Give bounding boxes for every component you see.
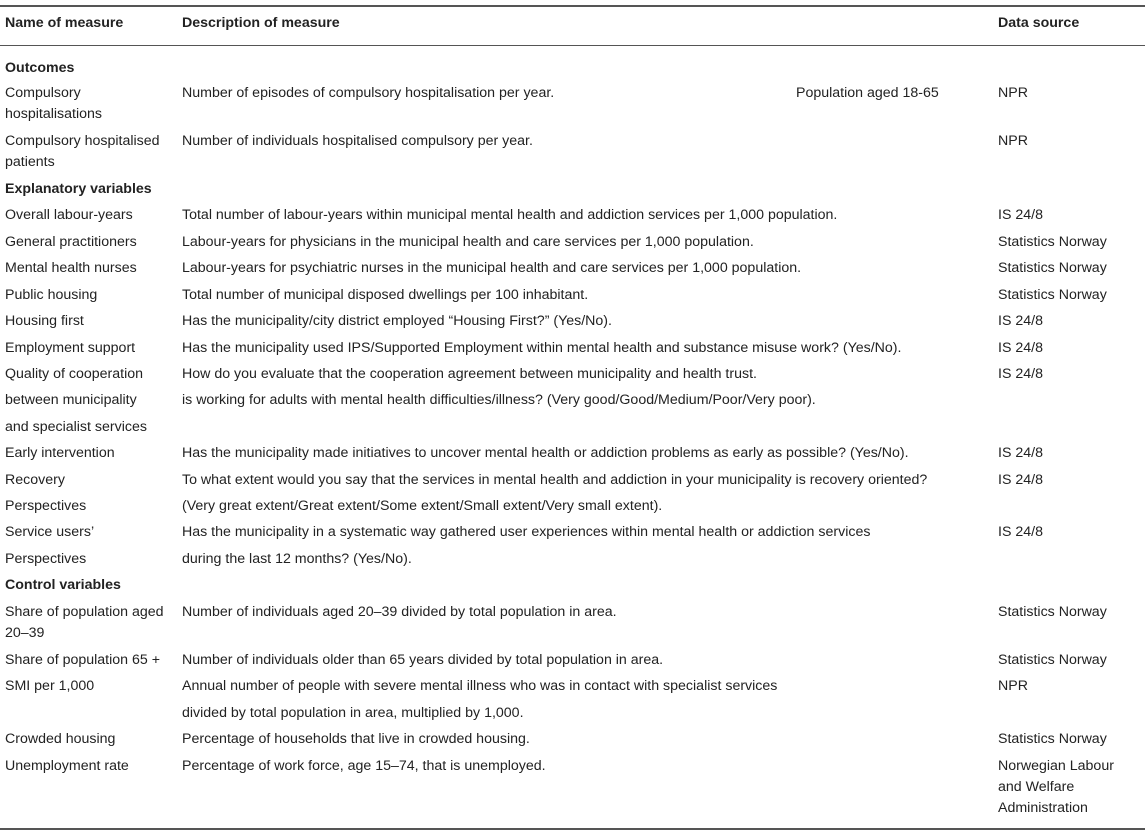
column-header-name: Name of measure — [5, 15, 124, 31]
data-source: IS 24/8 — [998, 472, 1043, 488]
measure-name: Early intervention — [5, 445, 115, 461]
data-source: Statistics Norway — [998, 234, 1107, 250]
measure-description: (Very great extent/Great extent/Some extent/Small extent/Very small extent). — [182, 498, 663, 514]
measure-name: SMI per 1,000 — [5, 678, 95, 694]
measure-description: Total number of labour-years within municipal mental health and addiction services per 1,000 population. — [182, 207, 838, 223]
section-control: Control variables — [5, 577, 121, 593]
measure-name: Quality of cooperation — [5, 366, 144, 382]
data-source: IS 24/8 — [998, 313, 1043, 329]
measure-description: during the last 12 months? (Yes/No). — [182, 551, 412, 567]
table-top-rule — [0, 5, 1145, 7]
measure-name: General practitioners — [5, 234, 137, 250]
data-source: and Welfare — [998, 779, 1075, 795]
measure-name: 20–39 — [5, 625, 45, 641]
header-rule — [0, 45, 1145, 46]
data-source: Administration — [998, 800, 1088, 816]
data-source: IS 24/8 — [998, 340, 1043, 356]
measure-description: Has the municipality made initiatives to uncover mental health or addiction problems as early as possible? (Yes/No). — [182, 445, 909, 461]
measure-description: Number of episodes of compulsory hospitalisation per year. — [182, 85, 555, 101]
data-source: IS 24/8 — [998, 366, 1043, 382]
data-source: Statistics Norway — [998, 652, 1107, 668]
data-source: Statistics Norway — [998, 604, 1107, 620]
table-bottom-rule — [0, 828, 1145, 830]
measure-description: To what extent would you say that the services in mental health and addiction in your municipality is recovery oriented? — [182, 472, 928, 488]
measure-name: Mental health nurses — [5, 260, 137, 276]
measure-name: Compulsory — [5, 85, 81, 101]
measure-name: Perspectives — [5, 498, 87, 514]
population-note: Population aged 18-65 — [796, 85, 939, 101]
measure-description: Labour-years for physicians in the municipal health and care services per 1,000 population. — [182, 234, 754, 250]
measure-name: Perspectives — [5, 551, 87, 567]
measure-name: Recovery — [5, 472, 65, 488]
measure-name: Compulsory hospitalised — [5, 133, 160, 149]
measure-description: Has the municipality used IPS/Supported Employment within mental health and substance misuse work? (Yes/No). — [182, 340, 902, 356]
measure-name: Share of population aged — [5, 604, 164, 620]
data-source: IS 24/8 — [998, 445, 1043, 461]
measure-description: Number of individuals older than 65 years divided by total population in area. — [182, 652, 664, 668]
data-source: NPR — [998, 85, 1028, 101]
column-header-source: Data source — [998, 15, 1080, 31]
measure-name: Public housing — [5, 287, 98, 303]
measure-name: Unemployment rate — [5, 758, 129, 774]
measure-name: between municipality — [5, 392, 137, 408]
data-source: NPR — [998, 678, 1028, 694]
measure-description: Number of individuals hospitalised compulsory per year. — [182, 133, 533, 149]
measure-description: Has the municipality/city district employed “Housing First?” (Yes/No). — [182, 313, 612, 329]
measure-description: How do you evaluate that the cooperation agreement between municipality and health trust. — [182, 366, 757, 382]
measure-description: Has the municipality in a systematic way gathered user experiences within mental health or addiction services — [182, 524, 871, 540]
measure-description: is working for adults with mental health difficulties/illness? (Very good/Good/Medium/Poor/Very poor). — [182, 392, 816, 408]
measure-description: Percentage of work force, age 15–74, that is unemployed. — [182, 758, 546, 774]
measure-name: Crowded housing — [5, 731, 116, 747]
measure-description: Total number of municipal disposed dwellings per 100 inhabitant. — [182, 287, 589, 303]
measure-description: divided by total population in area, multiplied by 1,000. — [182, 705, 524, 721]
data-source: Statistics Norway — [998, 287, 1107, 303]
measure-name: Housing first — [5, 313, 84, 329]
data-source: Norwegian Labour — [998, 758, 1114, 774]
measure-name: Overall labour-years — [5, 207, 133, 223]
column-header-description: Description of measure — [182, 15, 340, 31]
measure-name: Service users’ — [5, 524, 95, 540]
measure-description: Annual number of people with severe mental illness who was in contact with specialist services — [182, 678, 778, 694]
data-source: Statistics Norway — [998, 731, 1107, 747]
measure-description: Percentage of households that live in crowded housing. — [182, 731, 530, 747]
data-source: NPR — [998, 133, 1028, 149]
data-source: Statistics Norway — [998, 260, 1107, 276]
measure-description: Number of individuals aged 20–39 divided by total population in area. — [182, 604, 617, 620]
data-source: IS 24/8 — [998, 207, 1043, 223]
data-source: IS 24/8 — [998, 524, 1043, 540]
measure-name: Employment support — [5, 340, 136, 356]
section-outcomes: Outcomes — [5, 60, 75, 76]
section-explanatory: Explanatory variables — [5, 181, 152, 197]
measure-name: hospitalisations — [5, 106, 103, 122]
measure-description: Labour-years for psychiatric nurses in the municipal health and care services per 1,000 population. — [182, 260, 802, 276]
measure-name: patients — [5, 154, 55, 170]
measure-name: and specialist services — [5, 419, 147, 435]
measure-name: Share of population 65 + — [5, 652, 161, 668]
